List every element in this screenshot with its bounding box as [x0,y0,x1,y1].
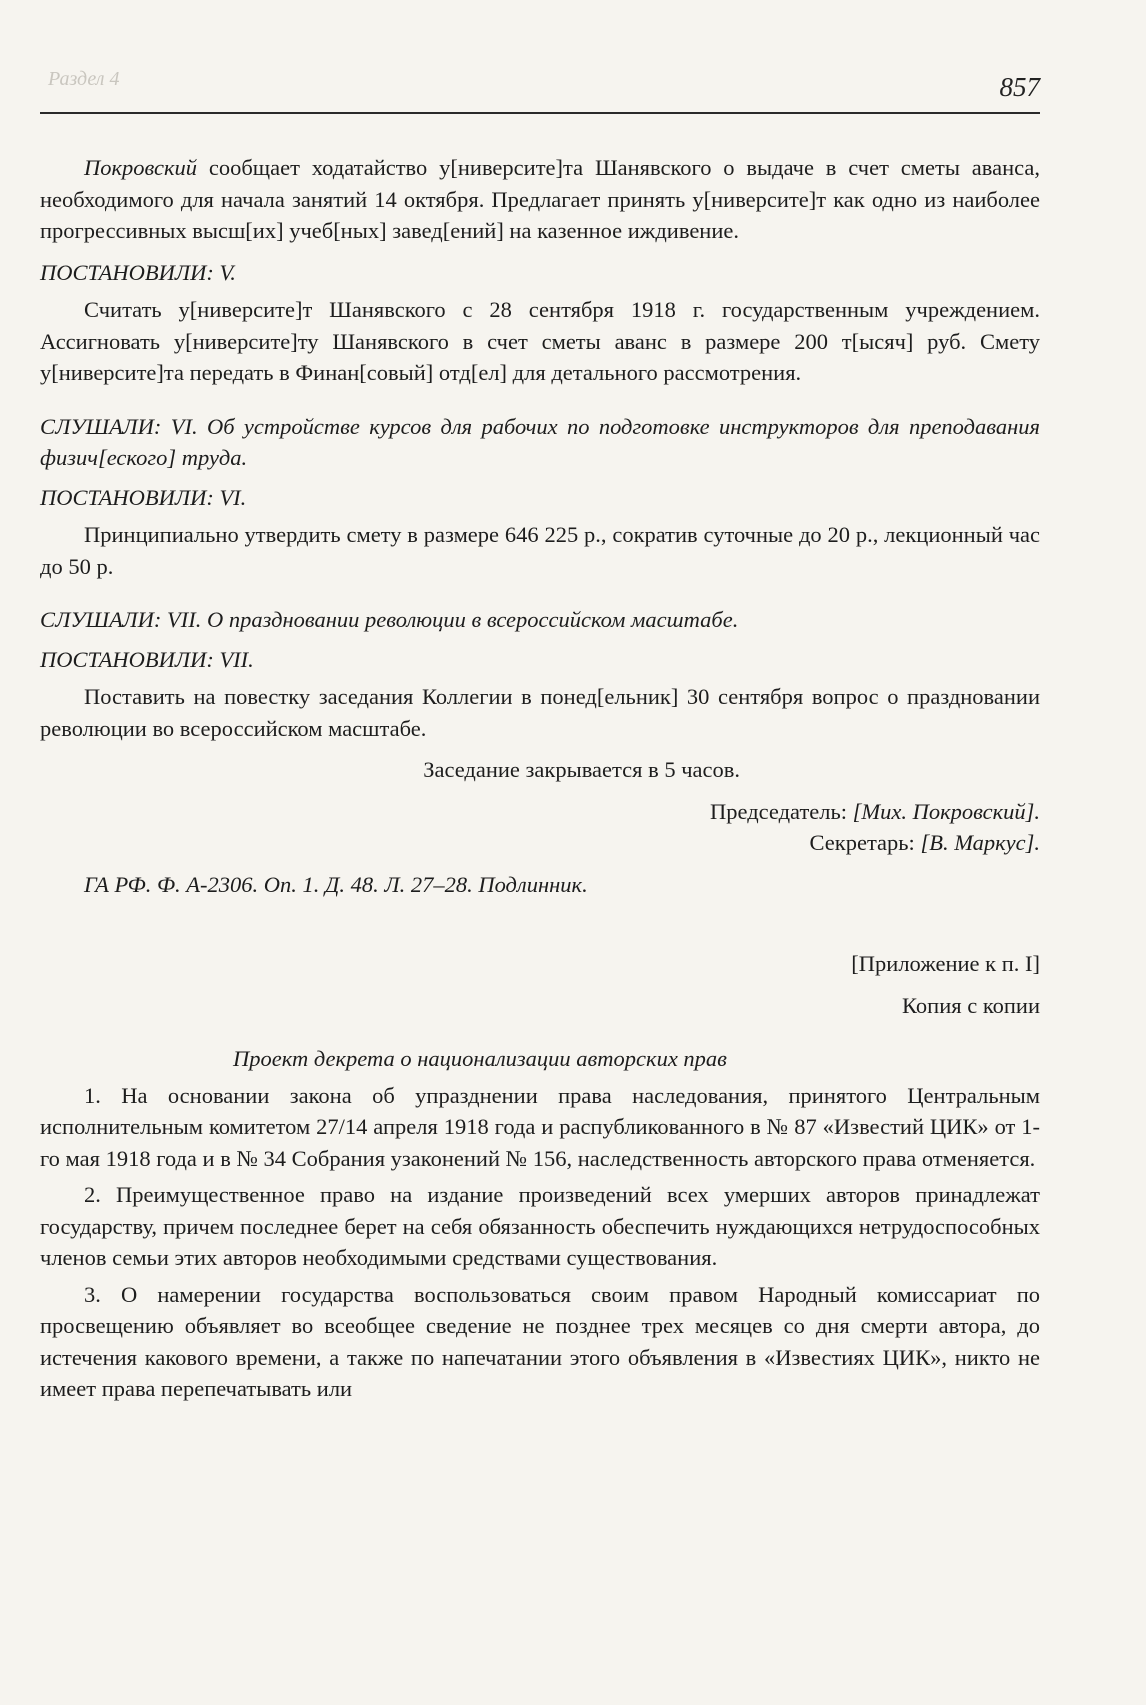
secretary-name: [В. Маркус]. [920,830,1040,855]
closing-line: Заседание закрывается в 5 часов. [423,757,740,782]
chair-label: Председатель: [710,798,853,824]
resolved-text-6: Принципиально утвердить смету в размере 646 225 р., сократив суточные до 20 р., лекционный час до 50 р. [40,522,1040,579]
chair-name: [Мих. Покровский]. [852,798,1040,824]
heard-heading-6: СЛУШАЛИ: VI. Об устройстве курсов для рабочих по подготовке инструкторов для преподавания физич[еского] труда. [40,413,1040,470]
resolved-heading-7: ПОСТАНОВИЛИ: VII. [40,646,254,672]
decree-title: Проект декрета о национализации авторских прав [233,1046,727,1071]
secretary-label: Секретарь: [809,830,921,855]
resolved-heading-6: ПОСТАНОВИЛИ: VI. [40,484,247,510]
resolved-text-5: Считать у[ниверсите]т Шанявского с 28 сентября 1918 г. государственным учреждением. Ассигновать у[ниверсите]ту Шанявского в счет сметы аванс в размере 200 т[ысяч] руб. Смету у[ниверсите]та передать в Финан[совый] отд[ел] для детального рассмотрения. [40,297,1040,385]
heard-heading-7: СЛУШАЛИ: VII. О праздновании революции в всероссийском масштабе. [40,607,739,632]
chair-signature [40,796,1040,828]
bleed-through-header: Раздел 4 [48,68,120,90]
archive-source: ГА РФ. Ф. А-2306. Оп. 1. Д. 48. Л. 27–28. Подлинник. [84,871,588,897]
page-number: 857 [999,72,1040,102]
speaker-statement: сообщает ходатайство у[ниверсите]та Шанявского о выдаче в счет сметы аванса, необходимого для начала занятий 14 октября. Предлагает принять у[ниверсите]т как одно из наиболее прогрессивных высш[их] учеб[ных] завед[ений] на казенное иждивение. [40,155,1040,243]
decree-item-1: 1. На основании закона об упразднении права наследования, принятого Центральным исполнительным комитетом 27/14 апреля 1918 года и распубликованного в № 87 «Известий ЦИК» от 1-го мая 1918 года и в № 34 Собрания узаконений № 156, наследственность авторского права отменяется. [40,1082,1040,1171]
speaker-name: Покровский [84,155,198,180]
decree-item-2: 2. Преимущественное право на издание произведений всех умерших авторов принадлежат государству, причем последнее берет на себя обязанность обеспечить нуждающихся нетрудоспособных членов семьи этих авторов необходимыми средствами существования. [40,1182,1040,1270]
secretary-signature [40,827,1040,859]
resolved-text-7: Поставить на повестку заседания Коллегии в понед[ельник] 30 сентября вопрос о праздновании революции во всероссийском масштабе. [40,684,1040,741]
resolved-heading-5: ПОСТАНОВИЛИ: V. [40,259,236,285]
page-body [40,152,1040,1405]
minutes-paragraph-1 [40,152,1040,247]
appendix-label: [Приложение к п. I] [851,951,1040,976]
header-rule [40,112,1040,114]
copy-note: Копия с копии [902,992,1040,1018]
book-page [40,0,1040,1705]
decree-item-3: 3. О намерении государства воспользоваться своим правом Народный комиссариат по просвещению объявляет во всеобщее сведение не позднее трех месяцев со дня смерти автора, до истечения какового времени, а также по напечатании этого объявления в «Известиях ЦИК», никто не имеет права перепечатывать или [40,1281,1040,1401]
